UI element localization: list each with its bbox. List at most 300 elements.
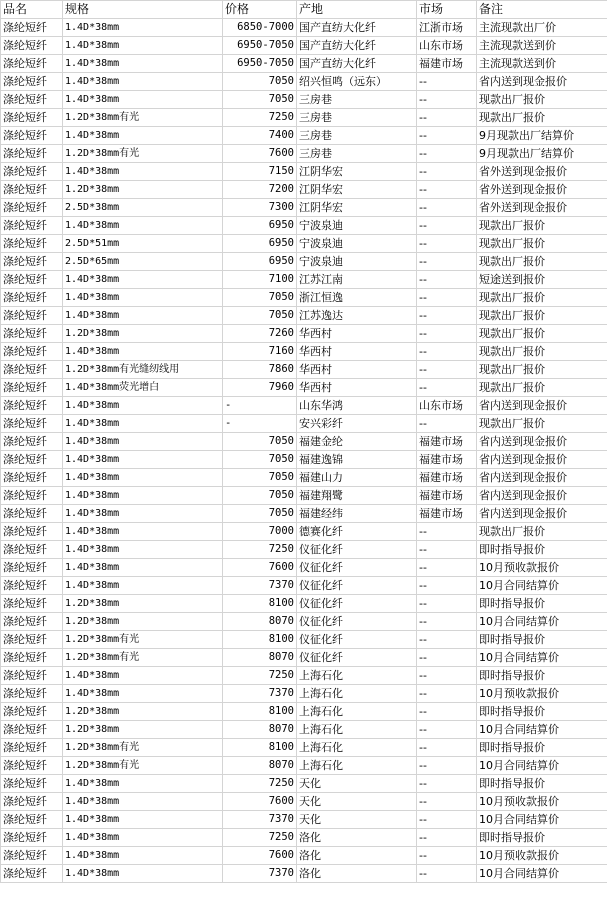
- cell-price: 7400: [223, 127, 297, 145]
- cell-product-name: 涤纶短纤: [1, 757, 63, 775]
- cell-price: 7600: [223, 793, 297, 811]
- cell-market: --: [417, 775, 477, 793]
- table-row: [1, 415, 607, 433]
- cell-market: --: [417, 271, 477, 289]
- cell-price: 7050: [223, 91, 297, 109]
- cell-market: --: [417, 613, 477, 631]
- header-origin: 产地: [297, 1, 417, 19]
- cell-spec: 1.4D*38mm: [63, 541, 223, 559]
- table-row: [1, 19, 607, 37]
- cell-price: 7960: [223, 379, 297, 397]
- cell-product-name: 涤纶短纤: [1, 361, 63, 379]
- cell-product-name: 涤纶短纤: [1, 721, 63, 739]
- table-row: [1, 37, 607, 55]
- cell-remarks: 即时指导报价: [477, 703, 607, 721]
- cell-spec: 1.4D*38mm: [63, 343, 223, 361]
- cell-origin: 国产直纺大化纤: [297, 19, 417, 37]
- cell-price: 8100: [223, 595, 297, 613]
- header-row: [1, 1, 607, 19]
- cell-price: 6950: [223, 235, 297, 253]
- table-row: [1, 343, 607, 361]
- cell-price: 6950-7050: [223, 37, 297, 55]
- cell-product-name: 涤纶短纤: [1, 559, 63, 577]
- table-row: [1, 127, 607, 145]
- cell-product-name: 涤纶短纤: [1, 703, 63, 721]
- cell-remarks: 即时指导报价: [477, 667, 607, 685]
- cell-product-name: 涤纶短纤: [1, 343, 63, 361]
- table-row: [1, 793, 607, 811]
- cell-price: 7300: [223, 199, 297, 217]
- cell-origin: 上海石化: [297, 721, 417, 739]
- table-row: [1, 613, 607, 631]
- cell-origin: 仪征化纤: [297, 631, 417, 649]
- cell-remarks: 省外送到现金报价: [477, 163, 607, 181]
- cell-origin: 上海石化: [297, 685, 417, 703]
- header-product-name: 品名: [1, 1, 63, 19]
- cell-remarks: 9月现款出厂结算价: [477, 145, 607, 163]
- cell-product-name: 涤纶短纤: [1, 451, 63, 469]
- cell-product-name: 涤纶短纤: [1, 811, 63, 829]
- cell-spec: 1.4D*38mm: [63, 667, 223, 685]
- cell-price: 7050: [223, 433, 297, 451]
- cell-product-name: 涤纶短纤: [1, 127, 63, 145]
- cell-origin: 安兴彩纤: [297, 415, 417, 433]
- cell-spec: 1.2D*38mm有光: [63, 739, 223, 757]
- cell-product-name: 涤纶短纤: [1, 541, 63, 559]
- cell-price: 7600: [223, 145, 297, 163]
- cell-product-name: 涤纶短纤: [1, 865, 63, 883]
- cell-market: --: [417, 793, 477, 811]
- cell-product-name: 涤纶短纤: [1, 505, 63, 523]
- cell-remarks: 省内送到现金报价: [477, 505, 607, 523]
- cell-market: --: [417, 865, 477, 883]
- cell-spec: 1.4D*38mm: [63, 433, 223, 451]
- cell-origin: 宁波泉迪: [297, 235, 417, 253]
- cell-price: -: [223, 397, 297, 415]
- cell-product-name: 涤纶短纤: [1, 775, 63, 793]
- cell-origin: 洛化: [297, 829, 417, 847]
- cell-price: 7250: [223, 829, 297, 847]
- cell-product-name: 涤纶短纤: [1, 595, 63, 613]
- cell-market: 福建市场: [417, 451, 477, 469]
- cell-product-name: 涤纶短纤: [1, 19, 63, 37]
- table-row: [1, 541, 607, 559]
- cell-product-name: 涤纶短纤: [1, 739, 63, 757]
- cell-origin: 华西村: [297, 325, 417, 343]
- cell-market: --: [417, 757, 477, 775]
- table-row: [1, 577, 607, 595]
- cell-market: --: [417, 847, 477, 865]
- cell-spec: 2.5D*38mm: [63, 199, 223, 217]
- header-price: 价格: [223, 1, 297, 19]
- cell-remarks: 现款出厂报价: [477, 109, 607, 127]
- cell-origin: 华西村: [297, 343, 417, 361]
- table-row: [1, 667, 607, 685]
- cell-price: 7200: [223, 181, 297, 199]
- cell-remarks: 现款出厂报价: [477, 415, 607, 433]
- cell-remarks: 10月合同结算价: [477, 811, 607, 829]
- cell-spec: 1.4D*38mm: [63, 577, 223, 595]
- cell-remarks: 现款出厂报价: [477, 307, 607, 325]
- cell-market: --: [417, 361, 477, 379]
- cell-remarks: 即时指导报价: [477, 595, 607, 613]
- cell-spec: 1.2D*38mm有光: [63, 631, 223, 649]
- cell-spec: 1.2D*38mm: [63, 721, 223, 739]
- cell-market: --: [417, 307, 477, 325]
- table-row: [1, 685, 607, 703]
- cell-spec: 1.2D*38mm: [63, 703, 223, 721]
- table-row: [1, 271, 607, 289]
- cell-market: --: [417, 631, 477, 649]
- cell-price: 7260: [223, 325, 297, 343]
- cell-origin: 上海石化: [297, 739, 417, 757]
- cell-spec: 1.4D*38mm: [63, 217, 223, 235]
- cell-price: 7050: [223, 289, 297, 307]
- cell-remarks: 主流现款送到价: [477, 55, 607, 73]
- cell-origin: 仪征化纤: [297, 649, 417, 667]
- cell-product-name: 涤纶短纤: [1, 631, 63, 649]
- table-body: [1, 19, 607, 883]
- cell-spec: 1.2D*38mm: [63, 181, 223, 199]
- table-row: [1, 595, 607, 613]
- cell-product-name: 涤纶短纤: [1, 325, 63, 343]
- table-row: [1, 487, 607, 505]
- cell-price: 7370: [223, 865, 297, 883]
- cell-remarks: 省内送到现金报价: [477, 73, 607, 91]
- cell-origin: 仪征化纤: [297, 541, 417, 559]
- cell-price: 7050: [223, 307, 297, 325]
- cell-product-name: 涤纶短纤: [1, 487, 63, 505]
- cell-spec: 1.4D*38mm: [63, 793, 223, 811]
- cell-origin: 仪征化纤: [297, 577, 417, 595]
- table-row: [1, 775, 607, 793]
- cell-price: 7370: [223, 811, 297, 829]
- cell-remarks: 即时指导报价: [477, 829, 607, 847]
- cell-spec: 1.4D*38mm: [63, 847, 223, 865]
- table-row: [1, 559, 607, 577]
- cell-market: --: [417, 811, 477, 829]
- cell-remarks: 即时指导报价: [477, 775, 607, 793]
- cell-origin: 浙江恒逸: [297, 289, 417, 307]
- cell-product-name: 涤纶短纤: [1, 163, 63, 181]
- cell-remarks: 现款出厂报价: [477, 289, 607, 307]
- cell-price: 7000: [223, 523, 297, 541]
- cell-remarks: 现款出厂报价: [477, 343, 607, 361]
- cell-spec: 1.4D*38mm: [63, 415, 223, 433]
- cell-remarks: 现款出厂报价: [477, 325, 607, 343]
- cell-price: 8100: [223, 739, 297, 757]
- cell-remarks: 10月预收款报价: [477, 559, 607, 577]
- cell-market: --: [417, 343, 477, 361]
- cell-product-name: 涤纶短纤: [1, 235, 63, 253]
- cell-spec: 1.4D*38mm: [63, 91, 223, 109]
- cell-market: 江浙市场: [417, 19, 477, 37]
- table-row: [1, 289, 607, 307]
- cell-product-name: 涤纶短纤: [1, 469, 63, 487]
- cell-price: 7050: [223, 505, 297, 523]
- cell-product-name: 涤纶短纤: [1, 667, 63, 685]
- table-row: [1, 451, 607, 469]
- table-row: [1, 847, 607, 865]
- cell-market: --: [417, 523, 477, 541]
- cell-origin: 江阴华宏: [297, 163, 417, 181]
- cell-market: --: [417, 649, 477, 667]
- cell-remarks: 10月合同结算价: [477, 613, 607, 631]
- cell-remarks: 现款出厂报价: [477, 361, 607, 379]
- cell-spec: 1.4D*38mm: [63, 127, 223, 145]
- header-remarks: 备注: [477, 1, 607, 19]
- cell-product-name: 涤纶短纤: [1, 613, 63, 631]
- table-row: [1, 865, 607, 883]
- cell-price: 6950: [223, 217, 297, 235]
- cell-product-name: 涤纶短纤: [1, 199, 63, 217]
- cell-spec: 1.4D*38mm: [63, 73, 223, 91]
- cell-origin: 福建山力: [297, 469, 417, 487]
- table-row: [1, 397, 607, 415]
- cell-origin: 华西村: [297, 361, 417, 379]
- cell-market: 福建市场: [417, 433, 477, 451]
- cell-remarks: 10月预收款报价: [477, 847, 607, 865]
- table-row: [1, 523, 607, 541]
- cell-spec: 1.2D*38mm有光: [63, 145, 223, 163]
- table-row: [1, 145, 607, 163]
- cell-market: --: [417, 829, 477, 847]
- cell-market: --: [417, 289, 477, 307]
- cell-spec: 1.4D*38mm: [63, 685, 223, 703]
- cell-spec: 1.4D*38mm: [63, 451, 223, 469]
- cell-origin: 三房巷: [297, 145, 417, 163]
- cell-price: 7150: [223, 163, 297, 181]
- cell-spec: 1.4D*38mm: [63, 775, 223, 793]
- cell-remarks: 现款出厂报价: [477, 217, 607, 235]
- cell-remarks: 10月合同结算价: [477, 865, 607, 883]
- cell-price: 7160: [223, 343, 297, 361]
- cell-market: --: [417, 253, 477, 271]
- cell-price: 7050: [223, 487, 297, 505]
- cell-spec: 1.2D*38mm: [63, 595, 223, 613]
- cell-remarks: 主流现款送到价: [477, 37, 607, 55]
- cell-product-name: 涤纶短纤: [1, 55, 63, 73]
- cell-price: 7100: [223, 271, 297, 289]
- cell-market: 福建市场: [417, 55, 477, 73]
- cell-origin: 上海石化: [297, 667, 417, 685]
- cell-market: --: [417, 91, 477, 109]
- cell-product-name: 涤纶短纤: [1, 415, 63, 433]
- cell-product-name: 涤纶短纤: [1, 379, 63, 397]
- cell-price: 7050: [223, 451, 297, 469]
- table-row: [1, 307, 607, 325]
- cell-market: --: [417, 199, 477, 217]
- table-row: [1, 703, 607, 721]
- cell-spec: 1.4D*38mm: [63, 829, 223, 847]
- cell-origin: 三房巷: [297, 127, 417, 145]
- cell-spec: 1.4D*38mm: [63, 19, 223, 37]
- cell-remarks: 10月合同结算价: [477, 649, 607, 667]
- cell-price: 7250: [223, 667, 297, 685]
- cell-origin: 江阴华宏: [297, 181, 417, 199]
- cell-product-name: 涤纶短纤: [1, 307, 63, 325]
- cell-origin: 江苏逸达: [297, 307, 417, 325]
- cell-remarks: 10月合同结算价: [477, 721, 607, 739]
- cell-remarks: 10月合同结算价: [477, 757, 607, 775]
- cell-spec: 1.2D*38mm有光: [63, 649, 223, 667]
- cell-remarks: 即时指导报价: [477, 739, 607, 757]
- table-row: [1, 379, 607, 397]
- cell-remarks: 省内送到现金报价: [477, 397, 607, 415]
- table-row: [1, 325, 607, 343]
- cell-remarks: 9月现款出厂结算价: [477, 127, 607, 145]
- cell-market: 山东市场: [417, 37, 477, 55]
- cell-remarks: 即时指导报价: [477, 631, 607, 649]
- cell-origin: 洛化: [297, 847, 417, 865]
- cell-spec: 1.4D*38mm: [63, 397, 223, 415]
- cell-spec: 1.4D*38mm: [63, 487, 223, 505]
- cell-price: 8100: [223, 703, 297, 721]
- cell-spec: 1.2D*38mm: [63, 325, 223, 343]
- cell-origin: 上海石化: [297, 703, 417, 721]
- cell-product-name: 涤纶短纤: [1, 649, 63, 667]
- cell-remarks: 主流现款出厂价: [477, 19, 607, 37]
- cell-market: --: [417, 127, 477, 145]
- cell-origin: 绍兴恒鸣（远东）: [297, 73, 417, 91]
- cell-price: 8070: [223, 757, 297, 775]
- cell-market: --: [417, 559, 477, 577]
- cell-spec: 1.4D*38mm: [63, 55, 223, 73]
- cell-spec: 1.4D*38mm荧光增白: [63, 379, 223, 397]
- cell-product-name: 涤纶短纤: [1, 829, 63, 847]
- cell-remarks: 省内送到现金报价: [477, 487, 607, 505]
- cell-origin: 天化: [297, 811, 417, 829]
- cell-market: --: [417, 379, 477, 397]
- table-row: [1, 829, 607, 847]
- table-row: [1, 217, 607, 235]
- table-row: [1, 739, 607, 757]
- cell-product-name: 涤纶短纤: [1, 289, 63, 307]
- cell-market: --: [417, 703, 477, 721]
- cell-price: 6950-7050: [223, 55, 297, 73]
- cell-market: 福建市场: [417, 469, 477, 487]
- cell-market: --: [417, 667, 477, 685]
- cell-price: 7250: [223, 109, 297, 127]
- cell-market: --: [417, 577, 477, 595]
- cell-product-name: 涤纶短纤: [1, 847, 63, 865]
- cell-remarks: 10月预收款报价: [477, 793, 607, 811]
- cell-origin: 上海石化: [297, 757, 417, 775]
- cell-market: --: [417, 739, 477, 757]
- cell-spec: 1.4D*38mm: [63, 559, 223, 577]
- cell-market: 福建市场: [417, 505, 477, 523]
- cell-origin: 仪征化纤: [297, 595, 417, 613]
- cell-price: 7250: [223, 541, 297, 559]
- cell-origin: 江苏江南: [297, 271, 417, 289]
- table-row: [1, 649, 607, 667]
- cell-market: --: [417, 235, 477, 253]
- table-row: [1, 109, 607, 127]
- cell-price: 7370: [223, 685, 297, 703]
- cell-origin: 宁波泉迪: [297, 217, 417, 235]
- cell-origin: 福建金纶: [297, 433, 417, 451]
- cell-spec: 1.4D*38mm: [63, 163, 223, 181]
- cell-market: --: [417, 541, 477, 559]
- cell-origin: 洛化: [297, 865, 417, 883]
- cell-market: --: [417, 73, 477, 91]
- cell-remarks: 省外送到现金报价: [477, 181, 607, 199]
- table-row: [1, 235, 607, 253]
- cell-remarks: 省外送到现金报价: [477, 199, 607, 217]
- cell-remarks: 10月合同结算价: [477, 577, 607, 595]
- cell-origin: 国产直纺大化纤: [297, 37, 417, 55]
- cell-origin: 德赛化纤: [297, 523, 417, 541]
- cell-origin: 福建翔鹭: [297, 487, 417, 505]
- cell-remarks: 省内送到现金报价: [477, 451, 607, 469]
- cell-spec: 2.5D*51mm: [63, 235, 223, 253]
- cell-market: 福建市场: [417, 487, 477, 505]
- cell-market: --: [417, 163, 477, 181]
- cell-product-name: 涤纶短纤: [1, 577, 63, 595]
- cell-origin: 福建逸锦: [297, 451, 417, 469]
- cell-spec: 2.5D*65mm: [63, 253, 223, 271]
- cell-product-name: 涤纶短纤: [1, 37, 63, 55]
- header-market: 市场: [417, 1, 477, 19]
- cell-product-name: 涤纶短纤: [1, 253, 63, 271]
- cell-remarks: 省内送到现金报价: [477, 433, 607, 451]
- cell-remarks: 现款出厂报价: [477, 91, 607, 109]
- cell-spec: 1.2D*38mm: [63, 613, 223, 631]
- cell-price: 7600: [223, 559, 297, 577]
- cell-market: --: [417, 109, 477, 127]
- table-row: [1, 181, 607, 199]
- cell-market: --: [417, 181, 477, 199]
- table-row: [1, 505, 607, 523]
- table-row: [1, 469, 607, 487]
- cell-product-name: 涤纶短纤: [1, 109, 63, 127]
- cell-spec: 1.4D*38mm: [63, 865, 223, 883]
- cell-product-name: 涤纶短纤: [1, 523, 63, 541]
- cell-origin: 江阴华宏: [297, 199, 417, 217]
- cell-product-name: 涤纶短纤: [1, 433, 63, 451]
- cell-origin: 仪征化纤: [297, 559, 417, 577]
- cell-product-name: 涤纶短纤: [1, 271, 63, 289]
- cell-remarks: 现款出厂报价: [477, 523, 607, 541]
- table-row: [1, 55, 607, 73]
- cell-market: 山东市场: [417, 397, 477, 415]
- cell-price: 8100: [223, 631, 297, 649]
- cell-market: --: [417, 217, 477, 235]
- cell-remarks: 现款出厂报价: [477, 253, 607, 271]
- cell-origin: 仪征化纤: [297, 613, 417, 631]
- cell-origin: 国产直纺大化纤: [297, 55, 417, 73]
- table-row: [1, 631, 607, 649]
- cell-market: --: [417, 145, 477, 163]
- cell-spec: 1.4D*38mm: [63, 469, 223, 487]
- cell-price: 7050: [223, 73, 297, 91]
- cell-market: --: [417, 595, 477, 613]
- cell-spec: 1.4D*38mm: [63, 271, 223, 289]
- cell-product-name: 涤纶短纤: [1, 685, 63, 703]
- cell-market: --: [417, 685, 477, 703]
- cell-spec: 1.4D*38mm: [63, 37, 223, 55]
- cell-spec: 1.4D*38mm: [63, 523, 223, 541]
- cell-product-name: 涤纶短纤: [1, 181, 63, 199]
- cell-origin: 山东华鸿: [297, 397, 417, 415]
- cell-origin: 天化: [297, 775, 417, 793]
- cell-spec: 1.4D*38mm: [63, 307, 223, 325]
- cell-price: 8070: [223, 649, 297, 667]
- cell-price: 7250: [223, 775, 297, 793]
- table-row: [1, 199, 607, 217]
- cell-price: 6850-7000: [223, 19, 297, 37]
- cell-product-name: 涤纶短纤: [1, 217, 63, 235]
